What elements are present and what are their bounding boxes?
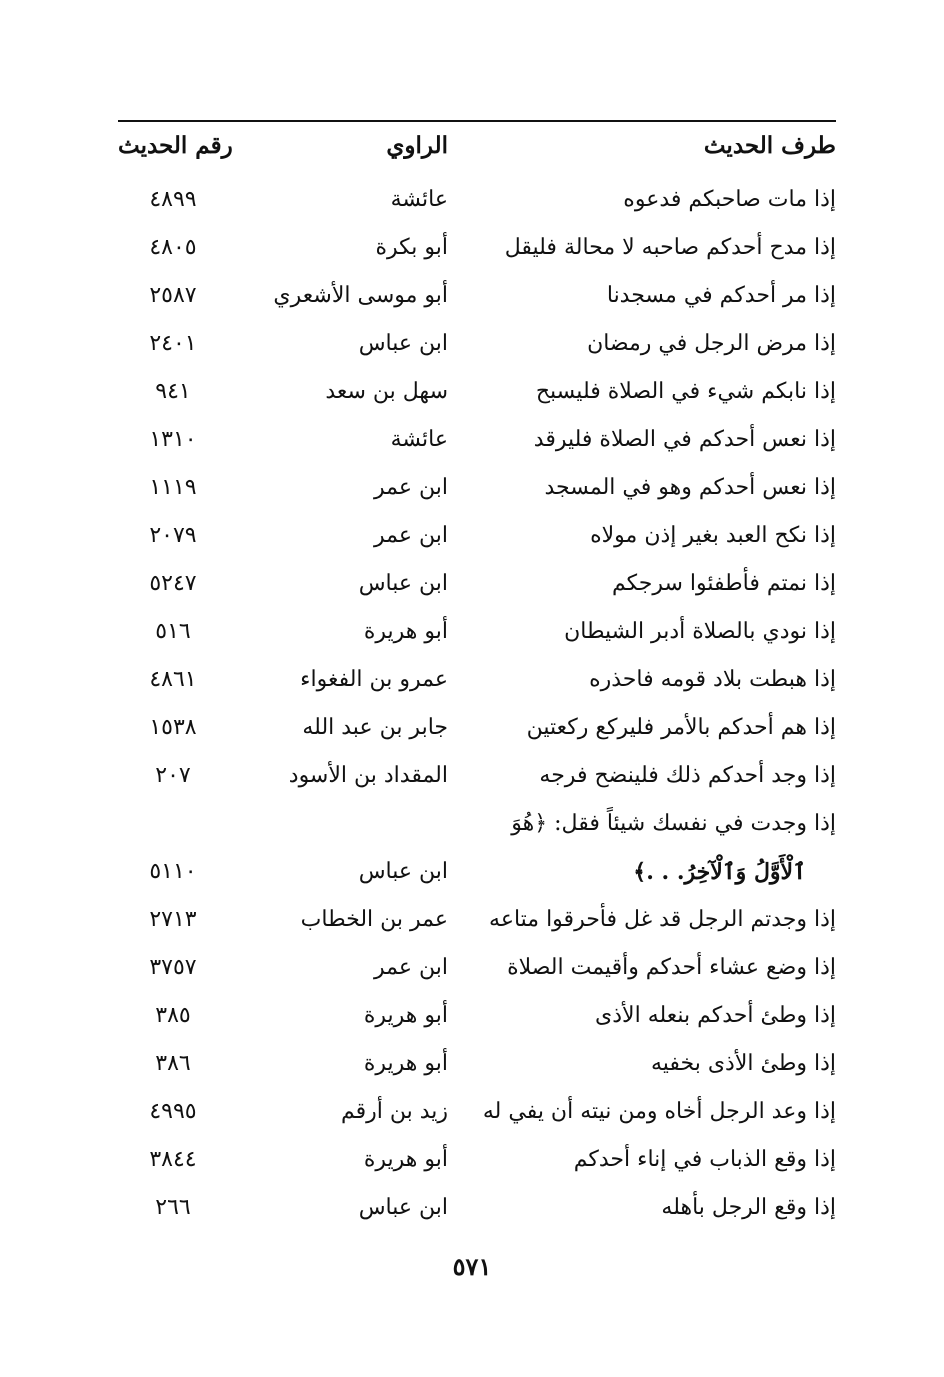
table-row (118, 322, 836, 366)
hadith-text: إذا وطئ الأذى بخفيه (650, 1051, 836, 1076)
header-narrator: الراوي (386, 132, 448, 159)
hadith-number: ٩٤١ (155, 379, 191, 404)
hadith-text: إذا وجد أحدكم ذلك فلينضح فرجه (539, 763, 836, 788)
table-row (118, 610, 836, 654)
hadith-text: ٱلْأَوَّلُ وَٱلْآخِرُ. . .﴾ (633, 859, 806, 885)
table-row (118, 1042, 836, 1086)
hadith-number: ٢٥٨٧ (149, 283, 197, 308)
narrator: ابن عمر (374, 523, 448, 548)
hadith-number: ٤٨٦١ (149, 667, 197, 692)
narrator: عائشة (390, 187, 448, 212)
table-row (118, 1186, 836, 1230)
narrator: جابر بن عبد الله (302, 715, 448, 740)
hadith-text: إذا هم أحدكم بالأمر فليركع ركعتين (526, 715, 836, 740)
header-number: رقم الحديث (118, 132, 233, 159)
table-row (118, 706, 836, 750)
table-row (118, 418, 836, 462)
hadith-text: إذا نابكم شيء في الصلاة فليسبح (535, 379, 836, 404)
hadith-text: إذا وقع الرجل بأهله (661, 1195, 836, 1220)
narrator: عمرو بن الفغواء (300, 667, 448, 692)
hadith-number: ٤٨٩٩ (149, 187, 197, 212)
hadith-text: إذا مات صاحبكم فدعوه (623, 187, 836, 212)
hadith-number: ٢٦٦ (155, 1195, 191, 1220)
hadith-number: ٢٤٠١ (149, 331, 197, 356)
top-rule (118, 120, 836, 122)
table-row (118, 1090, 836, 1134)
table-row (118, 562, 836, 606)
hadith-number: ٣٧٥٧ (149, 955, 197, 980)
hadith-number: ٣٨٤٤ (149, 1147, 197, 1172)
table-row (118, 946, 836, 990)
narrator: أبو هريرة (363, 619, 448, 644)
hadith-text: إذا نكح العبد بغير إذن مولاه (590, 523, 836, 548)
table-row (118, 514, 836, 558)
hadith-number: ٣٨٥ (155, 1003, 191, 1028)
table-row (118, 754, 836, 798)
table-row (118, 850, 836, 894)
narrator: ابن عباس (358, 1195, 448, 1220)
hadith-number: ٢٠٧ (155, 763, 191, 788)
hadith-text: إذا نعس أحدكم وهو في المسجد (544, 475, 836, 500)
narrator: أبو موسى الأشعري (273, 283, 448, 308)
hadith-number: ٣٨٦ (155, 1051, 191, 1076)
narrator: أبو هريرة (363, 1003, 448, 1028)
table-row (118, 226, 836, 270)
hadith-text: إذا مرض الرجل في رمضان (587, 331, 836, 356)
narrator: أبو هريرة (363, 1147, 448, 1172)
table-row (118, 1138, 836, 1182)
hadith-number: ٢٠٧٩ (149, 523, 197, 548)
table-row (118, 274, 836, 318)
hadith-text: إذا نعس أحدكم في الصلاة فليرقد (533, 427, 836, 452)
hadith-text: إذا وطئ أحدكم بنعله الأذى (595, 1003, 836, 1028)
hadith-text: إذا وعد الرجل أخاه ومن نيته أن يفي له (482, 1099, 836, 1124)
table-row (118, 802, 836, 846)
hadith-text: إذا مر أحدكم في مسجدنا (606, 283, 836, 308)
hadith-text: إذا وجدتم الرجل قد غل فأحرقوا متاعه (489, 907, 836, 932)
narrator: ابن عباس (358, 331, 448, 356)
hadith-number: ١٥٣٨ (149, 715, 197, 740)
header-hadith: طرف الحديث (703, 132, 836, 159)
hadith-text: إذا وضع عشاء أحدكم وأقيمت الصلاة (507, 955, 836, 980)
table-row (118, 178, 836, 222)
hadith-number: ٥٢٤٧ (149, 571, 197, 596)
hadith-number: ١١١٩ (149, 475, 197, 500)
hadith-number: ١٣١٠ (149, 427, 197, 452)
table-row (118, 370, 836, 414)
hadith-number: ٢٧١٣ (149, 907, 197, 932)
narrator: زيد بن أرقم (340, 1099, 448, 1124)
hadith-number: ٤٨٠٥ (149, 235, 197, 260)
narrator: سهل بن سعد (325, 379, 448, 404)
hadith-text: إذا نودي بالصلاة أدبر الشيطان (564, 619, 836, 644)
hadith-number: ٤٩٩٥ (149, 1099, 197, 1124)
hadith-text: إذا مدح أحدكم صاحبه لا محالة فليقل (504, 235, 836, 260)
narrator: ابن عمر (374, 955, 448, 980)
narrator: عمر بن الخطاب (300, 907, 448, 932)
table-row (118, 898, 836, 942)
hadith-number: ٥١٦ (155, 619, 191, 644)
table-row (118, 466, 836, 510)
hadith-number: ٥١١٠ (149, 859, 197, 884)
narrator: ابن عباس (358, 859, 448, 884)
narrator: ابن عباس (358, 571, 448, 596)
narrator: المقداد بن الأسود (288, 763, 448, 788)
table-header (118, 124, 836, 168)
narrator: أبو هريرة (363, 1051, 448, 1076)
page-number: ٥٧١ (452, 1252, 492, 1281)
narrator: عائشة (390, 427, 448, 452)
table-row (118, 994, 836, 1038)
hadith-text: إذا وقع الذباب في إناء أحدكم (573, 1147, 836, 1172)
hadith-text: إذا وجدت في نفسك شيئاً فقل: ﴿هُوَ (511, 811, 836, 836)
table-row (118, 658, 836, 702)
hadith-text: إذا نمتم فأطفئوا سرجكم (611, 571, 836, 596)
narrator: ابن عمر (374, 475, 448, 500)
hadith-text: إذا هبطت بلاد قومه فاحذره (589, 667, 836, 692)
narrator: أبو بكرة (375, 235, 448, 260)
